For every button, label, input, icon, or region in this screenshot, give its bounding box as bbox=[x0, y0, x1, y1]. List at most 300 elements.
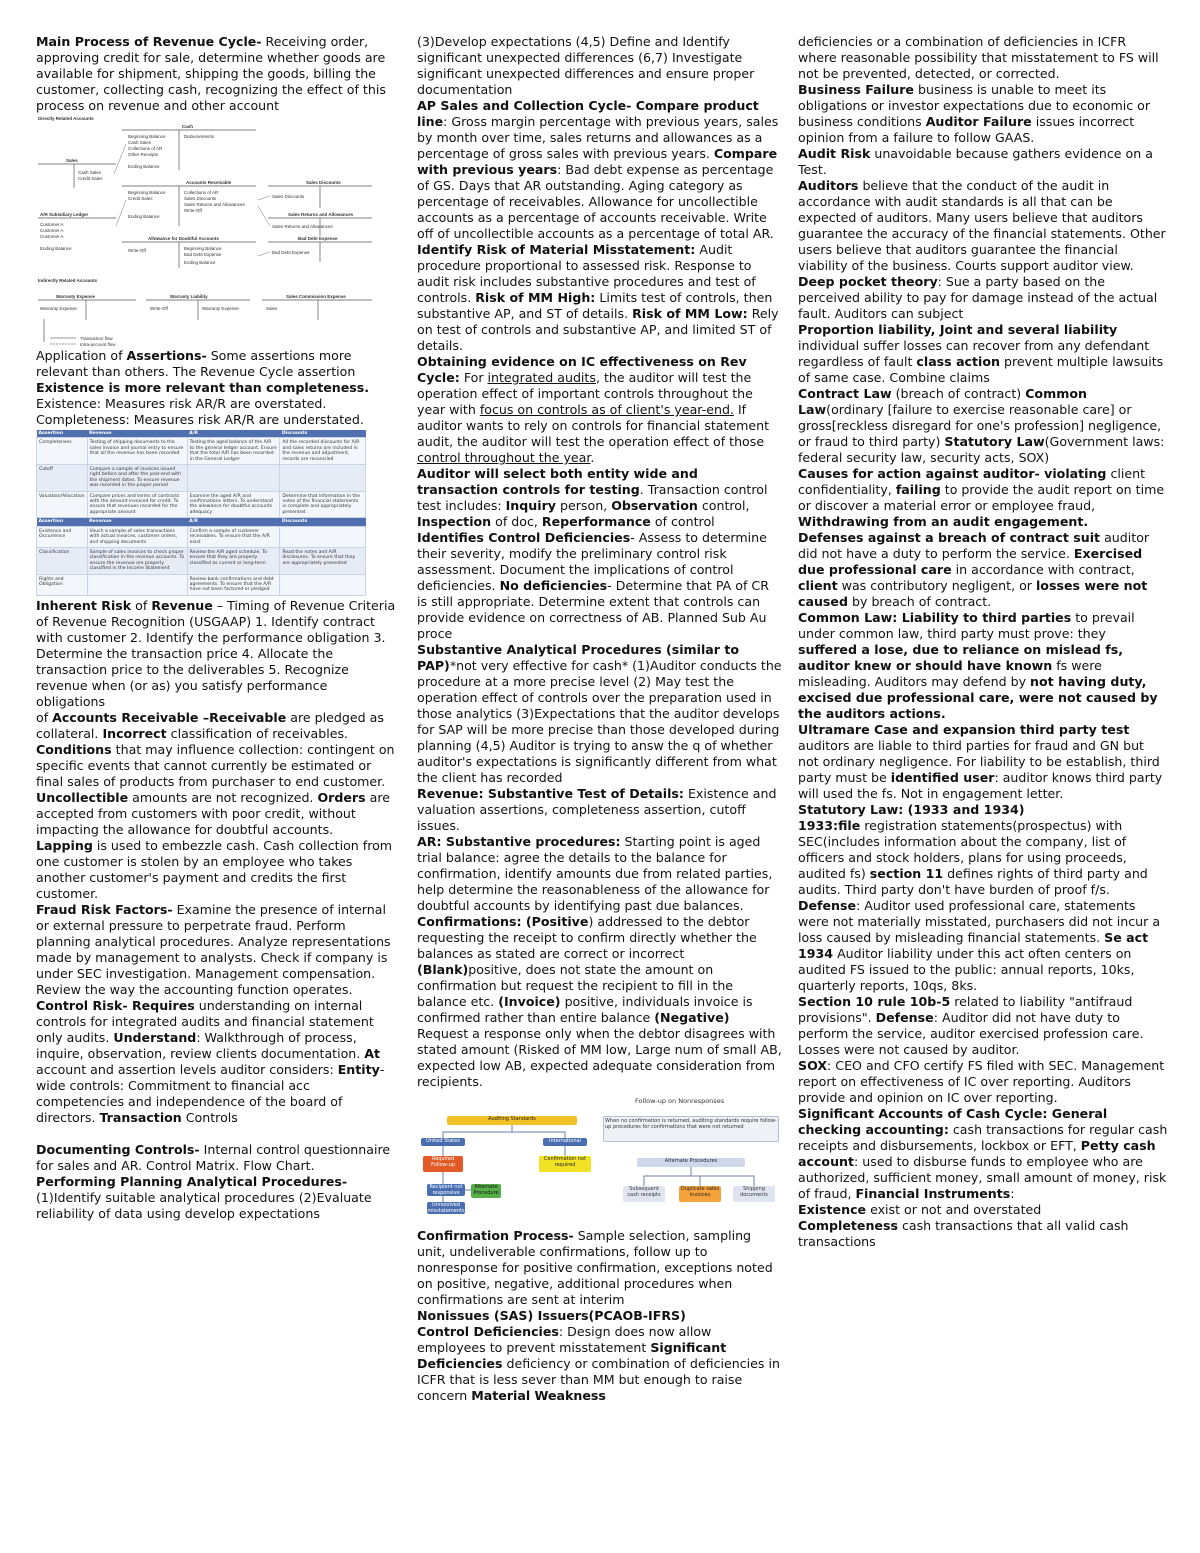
ic-evidence-paragraph bbox=[417, 354, 783, 466]
table-cell: Review the A/R aged schedule. To ensure that they are properly classified as current or long-term bbox=[187, 547, 280, 574]
diagram-text: Warranty Expense bbox=[202, 306, 239, 311]
audit-risk-paragraph bbox=[798, 146, 1168, 178]
text: – Timing of Revenue Criteria of Revenue Recognition (USGAAP) 1. Identify contract with customer 2. Identify the performance obligation 3. Determine the transaction price 4. Allocate the transaction price to the deliverables 5. Recognize revenue when (or as) you satisfy performance obligations bbox=[36, 597, 396, 709]
table-cell: Determine that information in the notes of the financial statements is complete and appropriately presented bbox=[280, 491, 366, 518]
column-1 bbox=[36, 34, 398, 1222]
diagram-label: Sales Discounts bbox=[306, 180, 341, 185]
text-bold: section 11 bbox=[869, 866, 944, 881]
text: , the auditor will test the operation effect of important controls throughout the year with bbox=[417, 370, 753, 417]
diagram-label: Bad Debt Expense bbox=[298, 236, 338, 241]
text-bold: Se act 1934 bbox=[798, 930, 1149, 961]
text: -wide controls: Commitment to financial acc competencies and independence of the board of directors. bbox=[36, 1061, 385, 1125]
text: is used to embezzle cash. Cash collection from one customer is stolen by an employee who takes another customer's payment and credits the first customer. bbox=[36, 837, 393, 901]
risk-mm-paragraph bbox=[417, 242, 783, 354]
text-bold: Orders bbox=[317, 789, 366, 805]
table-row bbox=[37, 465, 366, 492]
text-bold: losses were not caused bbox=[798, 578, 1148, 609]
text-bold: Uncollectible bbox=[36, 789, 129, 805]
table-cell: Vouch a sample of sales transactions with actual invoices, customer orders, and shipping documents bbox=[87, 526, 187, 547]
text: deficiencies or a combination of deficiencies in ICFR where reasonable possibility that misstatement to FS will not be prevented, detected, or corrected. bbox=[798, 34, 1159, 81]
sap-paragraph bbox=[417, 642, 783, 786]
existence-paragraph bbox=[798, 1202, 1168, 1218]
text: Sample selection, sampling unit, undeliverable confirmations, follow up to nonresponse for positive confirmation, exceptions noted on positive, negative, additional procedures when confirmations are sent at interim bbox=[417, 1228, 773, 1307]
text-bold: Statutory Law: (1933 and 1934) bbox=[798, 802, 1025, 817]
table-subheader-row bbox=[37, 518, 366, 526]
text: - Assess to determine their severity, modify the preliminary control risk assessment. Document the implications of control deficiencies. bbox=[417, 530, 767, 593]
column-2 bbox=[417, 34, 783, 1404]
fraud-risk-paragraph bbox=[36, 902, 398, 998]
text-bold: Common Law: Liability to third parties bbox=[798, 610, 1072, 625]
nonresponse-flowchart bbox=[417, 1094, 783, 1228]
us-box: United States bbox=[421, 1138, 465, 1146]
text-bold: Inquiry bbox=[505, 498, 556, 513]
text-bold: Identify Risk of Material Misstatement: bbox=[417, 242, 696, 257]
diagram-allowance-label: Allowance for Doubtful Accounts bbox=[148, 236, 219, 241]
text-bold: Revenue bbox=[151, 597, 213, 613]
text: . Transaction control test includes: bbox=[417, 482, 768, 513]
duplicate-invoices-box: Duplicate sales invoices bbox=[679, 1186, 721, 1202]
text: deficiency or combination of deficiencies in ICFR that is less sever than MM but enough to raise concern bbox=[417, 1356, 780, 1403]
confirmation-not-required-box: Confirmation not required bbox=[539, 1156, 591, 1172]
text: person, bbox=[556, 498, 612, 513]
table-cell: Compare a sample of invoices issued right before and after the year-end with the shipment dates. To ensure revenue was recorded in the proper period bbox=[87, 465, 187, 492]
sox-paragraph bbox=[798, 1058, 1168, 1106]
auditing-standards-box: Auditing Standards bbox=[447, 1116, 577, 1125]
text-bold: Ultramare Case and expansion third party test bbox=[798, 722, 1130, 737]
text-bold: SOX bbox=[798, 1058, 828, 1073]
causes-action-paragraph bbox=[798, 466, 1168, 530]
diagram-text: Beginning Balance bbox=[128, 134, 166, 139]
text: Audit procedure proportional to assessed risk. Response to audit risk includes substantive procedures and test of controls. bbox=[417, 242, 756, 305]
text: Auditor liability under this act often centers on audited FS issued to the public: annual reports, 10ks, quarterly reports, 10qs, 8ks. bbox=[798, 946, 1135, 993]
text: believe that the conduct of the audit in accordance with audit standards is all that can be expected of auditors. Many users believe that auditors guarantee the accuracy of the financial statements. Other users believe that auditors guarantee the financial viability of the business. Courts support auditor view. bbox=[798, 178, 1166, 273]
text: Some assertions more relevant than others. The Revenue Cycle assertion bbox=[36, 348, 356, 379]
ap-sales-paragraph bbox=[417, 98, 783, 242]
shipping-docs-box: Shipping documents bbox=[733, 1186, 775, 1202]
text: defines rights of third party and audits. Third party don't have burden of proof f/s. bbox=[798, 866, 1148, 897]
text-underline: control throughout the year bbox=[417, 450, 591, 465]
table-cell: Sample of sales invoices to check proper classification in the revenue accounts. To ensure the revenue are properly classified in the Income Statement bbox=[87, 547, 187, 574]
text: prevent multiple lawsuits of same case. Combine claims bbox=[798, 354, 1164, 385]
text: - Determine that PA of CR is still appropriate. Determine extent that controls can provide evidence on correctness of AB. Planned Sub Au proce bbox=[417, 578, 769, 641]
text-bold: (Invoice) bbox=[498, 994, 561, 1009]
act-1933-paragraph bbox=[798, 818, 1168, 898]
text: : auditor knows third party will used the fs. Not in engagement letter. bbox=[798, 770, 1163, 801]
table-row bbox=[37, 547, 366, 574]
text: business is unable to meet its obligations or investor expectations due to economic or business conditions bbox=[798, 82, 1151, 129]
nonissues-paragraph bbox=[417, 1308, 783, 1324]
text-bold: Conditions bbox=[36, 741, 112, 757]
text-bold: Statutory Law bbox=[944, 434, 1045, 449]
text-bold: class action bbox=[916, 354, 1000, 369]
text: (3)Develop expectations (4,5) Define and Identify significant unexpected differences (6,7) Investigate significant unexpected differences and ensure proper documentation bbox=[417, 34, 755, 97]
common-law-paragraph bbox=[798, 610, 1168, 722]
text: Starting point is aged trial balance: agree the details to the balance for confirmation, identify amounts due from related parties, help determine the reasonableness of the allowance for doubtful accounts by identifying past due balances. bbox=[417, 834, 773, 913]
text: : Auditor used professional care, statements were not materially misstated, purchasers did not incur a loss caused by misleading financial statements. bbox=[798, 898, 1161, 945]
text-bold: Nonissues (SAS) Issuers(PCAOB-IFRS) bbox=[417, 1308, 686, 1323]
text: control, bbox=[697, 498, 750, 513]
text-bold: Risk of MM Low: bbox=[632, 306, 748, 321]
text: : Sue a party based on the perceived ability to pay for damage instead of the actual fault. Auditors can subject bbox=[798, 274, 1158, 321]
alternate-procedure-box: Alternate Procedure bbox=[471, 1184, 501, 1198]
diagram-text: Sales bbox=[266, 306, 278, 311]
text: Rely on test of controls and substantive AP, and limited ST of details. bbox=[417, 306, 779, 353]
text: Receiving order, approving credit for sale, determine whether goods are available for shipment, shipping the goods, billing the customer, collecting cash, recognizing the effect of this process on revenue and other account bbox=[36, 34, 386, 113]
diagram-text: Customer A bbox=[40, 234, 64, 239]
table-row bbox=[37, 526, 366, 547]
followup-note-box: When no confirmation is returned, auditing standards require follow-up procedures for confirmations that were not returned bbox=[603, 1116, 779, 1142]
text-bold: Common Law bbox=[798, 386, 1087, 417]
text-bold: Contract Law bbox=[798, 386, 892, 401]
table-cell: Existence and Occurrence bbox=[37, 526, 88, 547]
text-bold: AP Sales and Collection Cycle- Compare product line bbox=[417, 98, 759, 129]
text-bold: Completeness bbox=[798, 1218, 898, 1233]
controls-testing-paragraph bbox=[417, 466, 783, 530]
table-cell bbox=[280, 574, 366, 595]
table-cell: Confirm a sample of customer receivables. To ensure that the A/R exist bbox=[187, 526, 280, 547]
text-bold: Proportion liability, Joint and several liability bbox=[798, 322, 1118, 337]
table-header-cell: Discounts bbox=[280, 430, 366, 438]
text-bold: Audit Risk bbox=[798, 146, 871, 161]
text: are accepted from customers with poor credit, without impacting the allowance for doubtful accounts. bbox=[36, 789, 391, 837]
text-bold: Deep pocket theory bbox=[798, 274, 938, 289]
cash-cycle-paragraph bbox=[798, 1106, 1168, 1202]
text-bold: Material Weakness bbox=[471, 1388, 606, 1403]
ultramare-paragraph bbox=[798, 722, 1168, 802]
diagram-title-direct: Directly Related Accounts bbox=[38, 116, 94, 121]
text-bold: Confirmations: (Positive bbox=[417, 914, 589, 929]
text-bold: Lapping bbox=[36, 837, 93, 853]
text: was contributory negligent, or bbox=[837, 578, 1036, 593]
diagram-text: Beginning Balance bbox=[184, 246, 222, 251]
confirmation-process-paragraph bbox=[417, 1228, 783, 1308]
text-bold: Identifies Control Deficiencies bbox=[417, 530, 631, 545]
misstatements-box: Unresolved misstatements bbox=[427, 1202, 465, 1214]
diagram-text: Credit Sales bbox=[78, 176, 103, 181]
table-header-cell: Revenue bbox=[87, 518, 187, 526]
auditors-paragraph bbox=[798, 178, 1168, 274]
text: For bbox=[459, 370, 488, 385]
text-underline: focus on controls as of client's year-end. bbox=[479, 402, 734, 417]
diagram-label: Warranty Liability bbox=[170, 294, 208, 299]
diagram-text: Other Receipts bbox=[128, 152, 159, 157]
text: issues incorrect opinion from a failure to follow GAAS. bbox=[798, 114, 1135, 145]
text-bold: Revenue: Substantive Test of Details: bbox=[417, 786, 684, 801]
diagram-text: Credit Sales bbox=[128, 196, 153, 201]
text-underline: integrated audits bbox=[487, 370, 596, 385]
text: of bbox=[131, 597, 152, 613]
text-bold: Causes for action against auditor- violating bbox=[798, 466, 1107, 481]
table-header-cell: A/R bbox=[187, 430, 280, 438]
text: auditors are liable to third parties for fraud and GN but not ordinary negligence. For liability to be establish, third party must be bbox=[798, 738, 1160, 785]
text: fs were misleading. Auditors may defend by bbox=[798, 658, 1102, 689]
text-bold: Control Deficiencies bbox=[417, 1324, 559, 1339]
defense-1933-paragraph bbox=[798, 898, 1168, 994]
text-bold: Business Failure bbox=[798, 82, 914, 97]
diagram-text: Sales Discounts bbox=[272, 194, 305, 199]
text: : Design does now allow employees to prevent misstatement bbox=[417, 1324, 712, 1355]
text: registration statements(prospectus) with SEC(includes information about the company, list of officers and stock holders, plans for using proceeds, audited fs) bbox=[798, 818, 1127, 881]
text-bold: Auditor will select both entity wide and transaction controls for testing bbox=[417, 466, 698, 497]
text: Internal control questionnaire for sales and AR. Control Matrix. Flow Chart. bbox=[36, 1141, 391, 1173]
table-cell: Compare prices and terms of contracts with the amount invoiced for credit. To ensure that revenues recorded for the appropriate amount bbox=[87, 491, 187, 518]
table-cell: Testing the aged balance of the A/R to the general ledger account. Ensure that the total A/R has been recorded in the General Ledger bbox=[187, 438, 280, 465]
contract-law-paragraph bbox=[798, 386, 1168, 466]
diagram-label: Warranty Expense bbox=[56, 294, 96, 299]
text: : CEO and CFO certify FS filed with SEC. Management report on effectiveness of IC over reporting. Auditors provide and opinion on IC over reporting. bbox=[798, 1058, 1165, 1105]
text: cash transactions that all valid cash transactions bbox=[798, 1218, 1129, 1249]
business-failure-paragraph bbox=[798, 82, 1168, 146]
text: Application of bbox=[36, 348, 127, 363]
diagram-text: Ending Balance bbox=[128, 214, 160, 219]
text-bold: Defenses against a breach of contract suit bbox=[798, 530, 1101, 545]
diagram-ledger-label: A/R Subsidiary Ledger bbox=[40, 212, 89, 217]
text-bold: Fraud Risk Factors- bbox=[36, 901, 173, 917]
table-cell bbox=[280, 465, 366, 492]
text-bold: Obtaining evidence on IC effectiveness on Rev Cycle: bbox=[417, 354, 747, 385]
table-row bbox=[37, 491, 366, 518]
flowchart-title: Follow-up on Nonresponses bbox=[635, 1097, 725, 1105]
diagram-text: Write-Off bbox=[184, 208, 202, 213]
diagram-text: Bad Debt Expense bbox=[272, 250, 310, 255]
text: : Auditor did not have duty to perform the service, auditor exercised profession care. Losses were not caused by auditor. bbox=[798, 1010, 1144, 1057]
inherent-risk-paragraph bbox=[36, 598, 398, 710]
text-bold: Observation bbox=[611, 498, 698, 513]
text: (1)Identify suitable analytical procedures (2)Evaluate reliability of data using develop expectations bbox=[36, 1189, 372, 1221]
text: in accordance with contract, bbox=[951, 562, 1135, 577]
text-bold: Compare with previous years bbox=[417, 146, 778, 177]
diagram-text: Sales Returns and Allowances bbox=[184, 202, 245, 207]
table-cell: Valuation/Allocation bbox=[37, 491, 88, 518]
text-bold: Defense bbox=[875, 1010, 934, 1025]
text: Examine the presence of internal or external pressure to perpetrate fraud. Perform planning analytical procedures. Analyze representations made by management to analysts. Check if company is under SEC investigation. Management compensation. Review the way the accounting function operates. bbox=[36, 901, 391, 997]
diagram-title-indirect: Indirectly Related Accounts bbox=[38, 278, 98, 283]
text: cash transactions for regular cash receipts and disbursements, lockbox or EFT, bbox=[798, 1122, 1168, 1153]
table-row bbox=[37, 438, 366, 465]
control-risk-paragraph bbox=[36, 998, 398, 1126]
text: auditor did not have a duty to perform the service. bbox=[798, 530, 1150, 561]
text: to provide the audit report on time or discover a material error or employee fraud, bbox=[798, 482, 1165, 513]
revenue-std-paragraph bbox=[417, 786, 783, 834]
diagram-text: Ending Balance bbox=[128, 164, 160, 169]
table-cell: Read the notes and A/R disclosures. To ensure that they are appropriately presented bbox=[280, 547, 366, 574]
text: classification of receivables. bbox=[166, 725, 349, 741]
text: of bbox=[36, 709, 53, 725]
lapping-paragraph bbox=[36, 838, 398, 902]
table-cell bbox=[87, 574, 187, 595]
text-bold: Confirmation Process- bbox=[417, 1228, 574, 1243]
conditions-paragraph bbox=[36, 742, 398, 838]
table-header-cell: Assertion bbox=[37, 518, 88, 526]
text-bold: client bbox=[798, 578, 838, 593]
text: (Government laws: federal security law, security acts, SOX) bbox=[798, 434, 1165, 465]
table-cell bbox=[187, 465, 280, 492]
text-bold: Existence is more relevant than completeness. bbox=[36, 380, 370, 395]
text: understanding on internal controls for integrated audits and financial statement only audits. bbox=[36, 997, 374, 1045]
text: If auditor wants to rely on controls for financial statement audit, the auditor will test the operation effect of those bbox=[417, 402, 770, 449]
table-cell: Examine the aged A/R and confirmations letters. To understand the allowance for doubtful accounts adequacy bbox=[187, 491, 280, 518]
diagram-text: Write-Off bbox=[150, 306, 168, 311]
diagram-text: Warranty Expense bbox=[40, 306, 77, 311]
diagram-text: Sales Returns and Allowances bbox=[272, 224, 333, 229]
text-bold: Transaction bbox=[99, 1109, 182, 1125]
subsequent-receipts-box: Subsequent cash receipts bbox=[623, 1186, 665, 1202]
text-bold: Section 10 rule 10b-5 bbox=[798, 994, 951, 1009]
diagram-sales-label: Sales bbox=[66, 158, 78, 163]
text-bold: At bbox=[364, 1045, 381, 1061]
ar-substantive-paragraph bbox=[417, 834, 783, 914]
text: Controls bbox=[181, 1109, 238, 1125]
text-bold: Existence bbox=[798, 1202, 867, 1217]
text-bold: Defense bbox=[798, 898, 857, 913]
table-header-cell: Assertion bbox=[37, 430, 88, 438]
text-bold: Substantive Analytical Procedures (similar to PAP) bbox=[417, 642, 740, 673]
table-header-cell: Discounts bbox=[280, 518, 366, 526]
diagram-ar-label: Accounts Receivable bbox=[186, 180, 232, 185]
diagram-text: Bad Debt Expense bbox=[184, 252, 222, 257]
column-3 bbox=[798, 34, 1168, 1250]
table-cell: Completeness bbox=[37, 438, 88, 465]
text: of control bbox=[650, 514, 715, 529]
international-box: International bbox=[543, 1138, 587, 1146]
text-bold: failing bbox=[895, 482, 941, 497]
text: ) addressed to the debtor requesting the receipt to confirm directly whether the balances as stated are correct or incorrect bbox=[417, 914, 757, 961]
diagram-legend: Intra-account flow bbox=[80, 342, 116, 347]
text: : bbox=[1010, 1186, 1015, 1201]
confirmations-paragraph bbox=[417, 914, 783, 1090]
text: : Walkthrough of process, inquire, observation, review clients documentation. bbox=[36, 1029, 365, 1061]
diagram-text: Ending Balance bbox=[184, 260, 216, 265]
text-bold: Auditor Failure bbox=[925, 114, 1032, 129]
text-bold: not having duty, excised due professional care, were not caused by the auditors actions. bbox=[798, 674, 1158, 721]
table-cell: Rights and Obligation bbox=[37, 574, 88, 595]
diagram-text: Customer A bbox=[40, 222, 64, 227]
diagram-text: Write-Off bbox=[128, 248, 146, 253]
text-bold: Control Risk- Requires bbox=[36, 997, 195, 1013]
text: (ordinary [failure to exercise reasonable care] or gross[reckless disregard for one's profession] negligence, or fraud to third party) bbox=[798, 402, 1162, 449]
revenue-accounts-diagram bbox=[36, 114, 376, 348]
assertions-table bbox=[36, 430, 366, 596]
statutory-law-heading bbox=[798, 802, 1168, 818]
diagram-legend: Transaction flow bbox=[80, 336, 113, 341]
defenses-paragraph bbox=[798, 530, 1168, 610]
diagram-text: Sales Discounts bbox=[184, 196, 217, 201]
text-bold: AR: Substantive procedures: bbox=[417, 834, 621, 849]
text-bold: Entity bbox=[337, 1061, 380, 1077]
table-cell: All the recorded discounts for A/R and sales returns are included in the revenue and adjustment, records are reconciled bbox=[280, 438, 366, 465]
text-bold: Assertions- bbox=[126, 348, 207, 363]
text: Existence: Measures risk AR/R are overstated. Completeness: Measures risk AR/R are understated. bbox=[36, 396, 364, 427]
diagram-cash-label: Cash bbox=[182, 124, 194, 129]
text: Existence and valuation assertions, completeness assertion, cutoff issues. bbox=[417, 786, 777, 833]
text: : used to disburse funds to employee who are authorized, sufficient money, small amount of money, risk of fraud, bbox=[798, 1154, 1167, 1201]
recipient-box: Recipient not responsive bbox=[427, 1184, 465, 1196]
table-header-cell: Revenue bbox=[87, 430, 187, 438]
text-bold: No deficiencies bbox=[499, 578, 608, 593]
text: Request a response only when the debtor disagrees with stated amount (Risked of MM low, Large num of small AB, expected low AB, expected adequate consideration from recipients. bbox=[417, 1026, 782, 1089]
table-cell: Review bank confirmations and debt agreements. To ensure that the A/R have not been factored or pledged bbox=[187, 574, 280, 595]
text-bold: Inherent Risk bbox=[36, 597, 132, 613]
text-bold: Significant Deficiencies bbox=[417, 1340, 727, 1371]
diagram-label: Sales Returns and Allowances bbox=[288, 212, 354, 217]
text-bold: Inspection bbox=[417, 514, 492, 529]
text: that may influence collection: contingent on specific events that cannot currently be estimated or final sales of products from purchaser to end customer. bbox=[36, 741, 395, 789]
text-bold: suffered a lose, due to reliance on mislead fs, auditor knew or should have known bbox=[798, 642, 1124, 673]
text: of doc, bbox=[491, 514, 542, 529]
table-cell: Classification bbox=[37, 547, 88, 574]
diagram-text: Disbursements bbox=[184, 134, 215, 139]
table-cell bbox=[280, 526, 366, 547]
planning-ap-paragraph bbox=[36, 1174, 398, 1222]
table-row bbox=[37, 574, 366, 595]
text: *not very effective for cash* (1)Auditor conducts the procedure at a more precise level (2) May test the operation effect of controls over the preparation used in those analytics (3)Expectations that the auditor develops for SAP will be more precise than those developed during planning (4,5) Auditor is trying to answ the q of whether auditor's expectations is significantly different from what the client has recorded bbox=[417, 658, 782, 785]
text: Limits test of controls, then substantive AP, and ST of details. bbox=[417, 290, 773, 321]
diagram-text: Beginning Balance bbox=[128, 190, 166, 195]
text-bold: Incorrect bbox=[102, 725, 167, 741]
diagram-text: Ending Balance bbox=[40, 246, 72, 251]
text: to prevail under common law, third party must prove: they bbox=[798, 610, 1135, 641]
completeness-paragraph bbox=[798, 1218, 1168, 1250]
heading-main-process: Main Process of Revenue Cycle- bbox=[36, 34, 262, 49]
assertions-paragraph bbox=[36, 348, 398, 428]
deep-pocket-paragraph bbox=[798, 274, 1168, 322]
text: (breach of contract) bbox=[891, 386, 1026, 401]
text-bold: (Negative) bbox=[654, 1010, 730, 1025]
text-bold: Withdrawing from an audit engagement. bbox=[798, 514, 1089, 529]
text: positive, does not state the amount on confirmation but request the recipient to fill in the balance etc. bbox=[417, 962, 734, 1009]
control-deficiencies-paragraph bbox=[417, 530, 783, 642]
revenue-cycle-paragraph bbox=[36, 34, 398, 114]
ar-risk-paragraph bbox=[36, 710, 398, 742]
table-cell: Cutoff bbox=[37, 465, 88, 492]
text-bold: Risk of MM High: bbox=[475, 290, 596, 305]
text-bold: identified user bbox=[890, 770, 995, 785]
text: : Bad debt expense as percentage of GS. Days that AR outstanding. Aging category as percentage of receivables. Allowance for uncollectible accounts as a percentage of accounts receivable. Write off of uncollectible accounts as a percentage of total AR. bbox=[417, 162, 774, 241]
text: exist or not and overstated bbox=[866, 1202, 1042, 1217]
diagram-text: Cash Sales bbox=[78, 170, 102, 175]
deficiencies-paragraph bbox=[417, 1324, 783, 1404]
text: by breach of contract. bbox=[847, 594, 992, 609]
material-weakness-paragraph bbox=[798, 34, 1168, 82]
table-header-cell: A/R bbox=[187, 518, 280, 526]
text: individual suffer losses can recover from any defendant regardless of fault bbox=[798, 338, 1150, 369]
text-bold: Reperformance bbox=[541, 514, 651, 529]
text: . bbox=[590, 450, 595, 465]
text: related to liability "antifraud provisions". bbox=[798, 994, 1133, 1025]
diagram-text: Collections of AR bbox=[184, 190, 219, 195]
rule-10b5-paragraph bbox=[798, 994, 1168, 1058]
text-bold: Financial Instruments bbox=[855, 1186, 1011, 1201]
text-bold: Understand bbox=[113, 1029, 197, 1045]
text-bold: Exercised due professional care bbox=[798, 546, 1143, 577]
text-bold: Petty cash account bbox=[798, 1138, 1156, 1169]
text-bold: Significant Accounts of Cash Cycle: General checking accounting: bbox=[798, 1106, 1108, 1137]
text: : Gross margin percentage with previous years, sales by month over time, sales returns and allowances as a percentage of gross sales with previous years. bbox=[417, 114, 779, 161]
text: are pledged as collateral. bbox=[36, 709, 384, 741]
text: amounts are not recognized. bbox=[128, 789, 318, 805]
diagram-text: Customer A bbox=[40, 228, 64, 233]
text-bold: Performing Planning Analytical Procedures- bbox=[36, 1173, 348, 1189]
develop-expectations-paragraph bbox=[417, 34, 783, 98]
alternate-procedures-box: Alternate Procedures bbox=[637, 1158, 745, 1167]
table-cell: Testing of shipping documents to the sales invoice and journal entry to ensure that all the revenue has been recorded bbox=[87, 438, 187, 465]
documenting-controls-paragraph bbox=[36, 1142, 398, 1174]
text: positive, individuals invoice is confirmed rather than entire balance bbox=[417, 994, 753, 1025]
liability-paragraph bbox=[798, 322, 1168, 386]
required-followup-box: Required Follow-up bbox=[423, 1156, 463, 1172]
text: unavoidable because gathers evidence on a Test. bbox=[798, 146, 1153, 177]
text: client confidentiality, bbox=[798, 466, 1146, 497]
